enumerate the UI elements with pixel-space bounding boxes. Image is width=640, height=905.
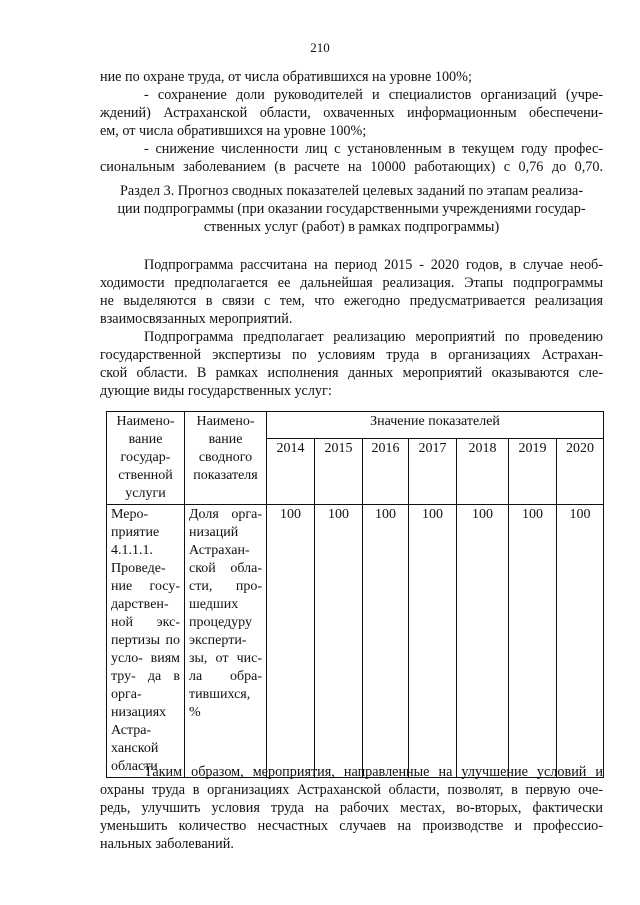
year-header: 2015 — [315, 439, 363, 505]
header-service-name: Наимено- вание государ- ственной услуги — [107, 412, 185, 505]
value-cell: 100 — [315, 505, 363, 778]
intro-line: - снижение численности лиц с установленным в текущем году профес- — [144, 141, 603, 157]
section-heading-line: ственных услуг (работ) в рамках подпрограммы) — [203, 219, 500, 235]
indicators-table — [106, 411, 604, 778]
table-row — [107, 505, 604, 778]
conclusion-text — [100, 763, 603, 853]
paragraph-line: ходимости предполагается ее дальнейшая реализация. Этапы подпрограммы — [100, 275, 603, 291]
intro-line: ждений) Астраханской области, охваченных информационным обеспечени- — [100, 105, 603, 121]
paragraph-line: дующие виды государственных услуг: — [100, 383, 332, 399]
intro-line: ем, от числа обратившихся на уровне 100%; — [100, 123, 367, 139]
conclusion-line: редь, улучшить условия труда на рабочих местах, во-вторых, фактически — [100, 800, 603, 816]
conclusion-line: Таким образом, мероприятия, направленные на улучшение условий и — [144, 764, 603, 780]
year-header: 2019 — [509, 439, 557, 505]
year-header: 2016 — [363, 439, 409, 505]
intro-line: - сохранение доли руководителей и специалистов организаций (учре- — [144, 87, 603, 103]
value-cell: 100 — [457, 505, 509, 778]
service-name-cell: Меро- приятие 4.1.1.1. Проведе- ние госу- дарствен- ной экс- пертизы по усло- виям тру- да в орга- низациях Астра- ханской области — [107, 505, 185, 778]
conclusion-line: уменьшить количество несчастных случаев на производстве и профессио- — [100, 818, 603, 834]
indicator-name-cell: Доля орга- низаций Астрахан- ской обла- сти, про- шедших процедуру эксперти- зы, от чис- ла обра- тившихся, % — [185, 505, 267, 778]
year-header: 2018 — [457, 439, 509, 505]
intro-line: ние по охране труда, от числа обратившихся на уровне 100%; — [100, 69, 472, 85]
conclusion-line: охраны труда в организациях Астраханской области, позволят, в первую оче- — [100, 782, 603, 798]
paragraph-services — [100, 328, 603, 400]
paragraph-line: ской области. В рамках исполнения данных мероприятий оказываются сле- — [100, 365, 603, 381]
value-cell: 100 — [409, 505, 457, 778]
intro-line: сиональным заболеванием (в расчете на 10000 работающих) с 0,76 до 0,70. — [100, 159, 603, 175]
paragraph-line: государственной экспертизы по условиям труда в организациях Астрахан- — [100, 347, 603, 363]
header-indicator-name: Наимено- вание сводного показателя — [185, 412, 267, 505]
value-cell: 100 — [363, 505, 409, 778]
paragraph-period — [100, 256, 603, 328]
paragraph-line: Подпрограмма рассчитана на период 2015 - 2020 годов, в случае необ- — [144, 257, 603, 273]
year-header: 2017 — [409, 439, 457, 505]
value-cell: 100 — [509, 505, 557, 778]
value-cell: 100 — [557, 505, 604, 778]
paragraph-line: взаимосвязанных мероприятий. — [100, 311, 293, 327]
intro-text — [100, 68, 603, 176]
section-heading-line: ции подпрограммы (при оказании государственными учреждениями государ- — [117, 201, 586, 217]
value-cell: 100 — [267, 505, 315, 778]
section-heading — [100, 182, 603, 236]
paragraph-line: не выделяются в связи с тем, что ежегодно предусматривается реализация — [100, 293, 603, 309]
conclusion-line: нальных заболеваний. — [100, 836, 234, 852]
year-header: 2014 — [267, 439, 315, 505]
page-number: 210 — [310, 40, 330, 55]
section-heading-line: Раздел 3. Прогноз сводных показателей целевых заданий по этапам реализа- — [119, 183, 584, 199]
year-header: 2020 — [557, 439, 604, 505]
paragraph-line: Подпрограмма предполагает реализацию мероприятий по проведению — [144, 329, 603, 345]
header-values: Значение показателей — [267, 412, 604, 439]
